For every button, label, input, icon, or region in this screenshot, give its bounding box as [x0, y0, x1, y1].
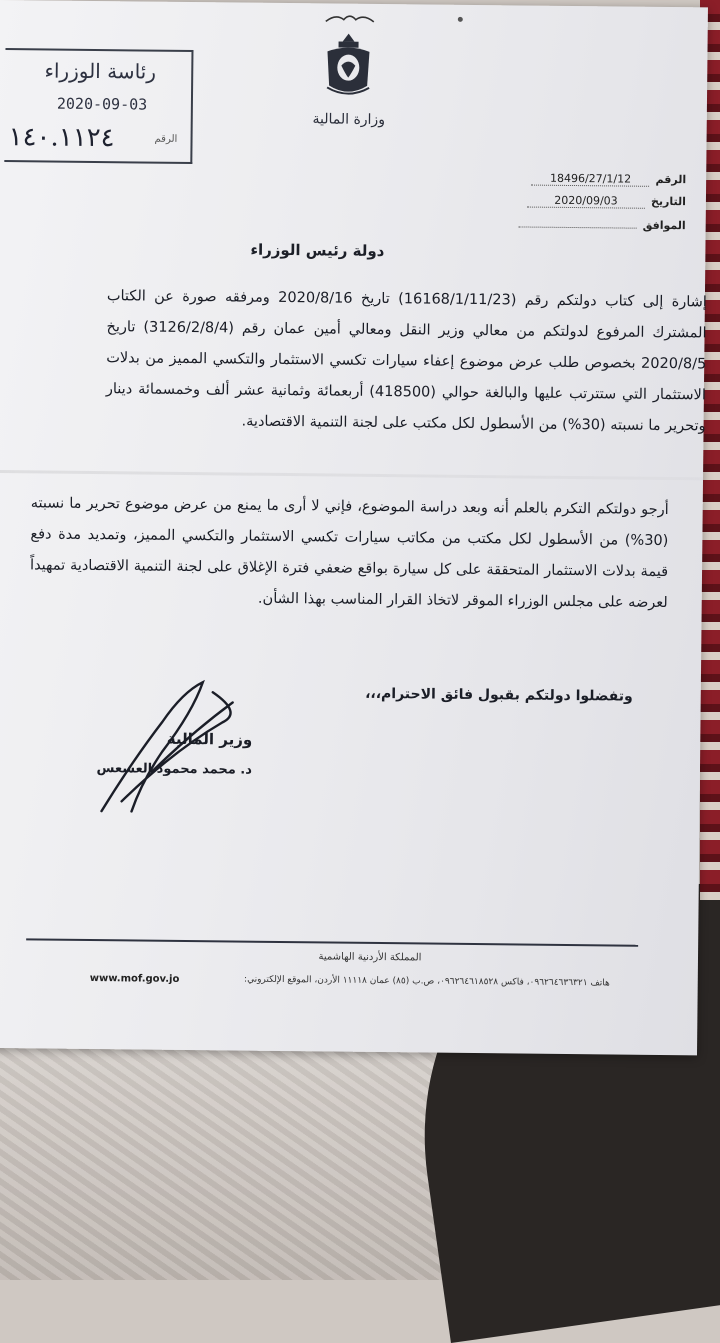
ref-number-value: 18496/27/1/12: [532, 172, 650, 187]
ref-number-row: [532, 172, 687, 188]
closing-line: وتفضلوا دولتكم بقبول فائق الاحترام،،،: [365, 685, 633, 705]
paper-fold: [0, 470, 703, 480]
body-paragraph-2: أرجو دولتكم التكرم بالعلم أنه وبعد دراسة الموضوع، فإني لا أرى ما يمنع من عرض موضوع تحرير ما نسبته (30%) من الأسطول لكل مكتب من مكاتب سيارات تكسي الاستثمار والتكسي المميز، وتمديد مدة دفع قيمة بدلات الاستثمار المتحققة على كل سيارة بواقع ضعفي فترة الإغلاق على لجنة التنمية الاقتصادية تمهيداً لعرضه على مجلس الوزراء الموقر لاتخاذ القرار المناسب بهذا الشأن.: [29, 495, 669, 612]
jordan-crest-icon: [321, 29, 376, 100]
ref-date-value: 2020/09/03: [527, 194, 645, 209]
punch-dot: [458, 17, 463, 22]
body-paragraph-1: إشارة إلى كتاب دولتكم رقم (16168/1/11/23) تاريخ 2020/8/16 ومرفقه صورة عن الكتاب المشترك المرفوع لدولتكم من معالي وزير النقل ومعالي أمين عمان رقم (3126/2/8/4) تاريخ 2020/8/5 بخصوص طلب عرض موضوع إعفاء سيارات تكسي الاستثمار والتكسي المميز من بدلات الاستثمار التي ستترتب عليها والبالغة حوالي (418500) أربعمائة وثمانية عشر ألف وخمسمائة دينار وتحرير ما نسبته (30%) من الأسطول لكل مكتب على لجنة التنمية الاقتصادية.: [105, 288, 707, 435]
ref-corresponding-value: [519, 226, 637, 228]
ref-corresponding-label: الموافق: [642, 218, 686, 233]
footer-contact: هاتف ٠٩٦٢٦٤٦٣٦٣٢١، فاكس ٠٩٦٢٦٤٦١٨٥٢٨، ص.ب (٨٥) عمان ١١١١٨ الأردن، الموقع الإلكتروني:: [243, 974, 610, 989]
signatory-name: د. محمد محمود العسعس: [96, 761, 253, 778]
ref-number-label: الرقم: [655, 172, 687, 187]
footer-divider: [26, 938, 638, 946]
crown-mark: [322, 11, 378, 26]
ministry-name: وزارة المالية: [312, 111, 386, 129]
ref-corresponding-row: [519, 217, 686, 232]
ref-date-row: [527, 194, 686, 210]
stamp-ref-number: ١٤٠.١١٢٤: [8, 122, 115, 154]
addressee: دولة رئيس الوزراء: [250, 240, 385, 261]
incoming-stamp: [4, 48, 193, 164]
ref-date-label: التاريخ: [650, 194, 686, 209]
footer-organization: المملكة الأردنية الهاشمية: [318, 951, 422, 964]
signatory-title: وزير المالية: [166, 729, 253, 749]
footer-website: www.mof.gov.jo: [89, 972, 180, 985]
stamp-ref-label: الرقم: [154, 133, 178, 145]
stamp-date: 2020-09-03: [56, 94, 148, 114]
stamp-title: رئاسة الوزراء: [44, 58, 157, 84]
